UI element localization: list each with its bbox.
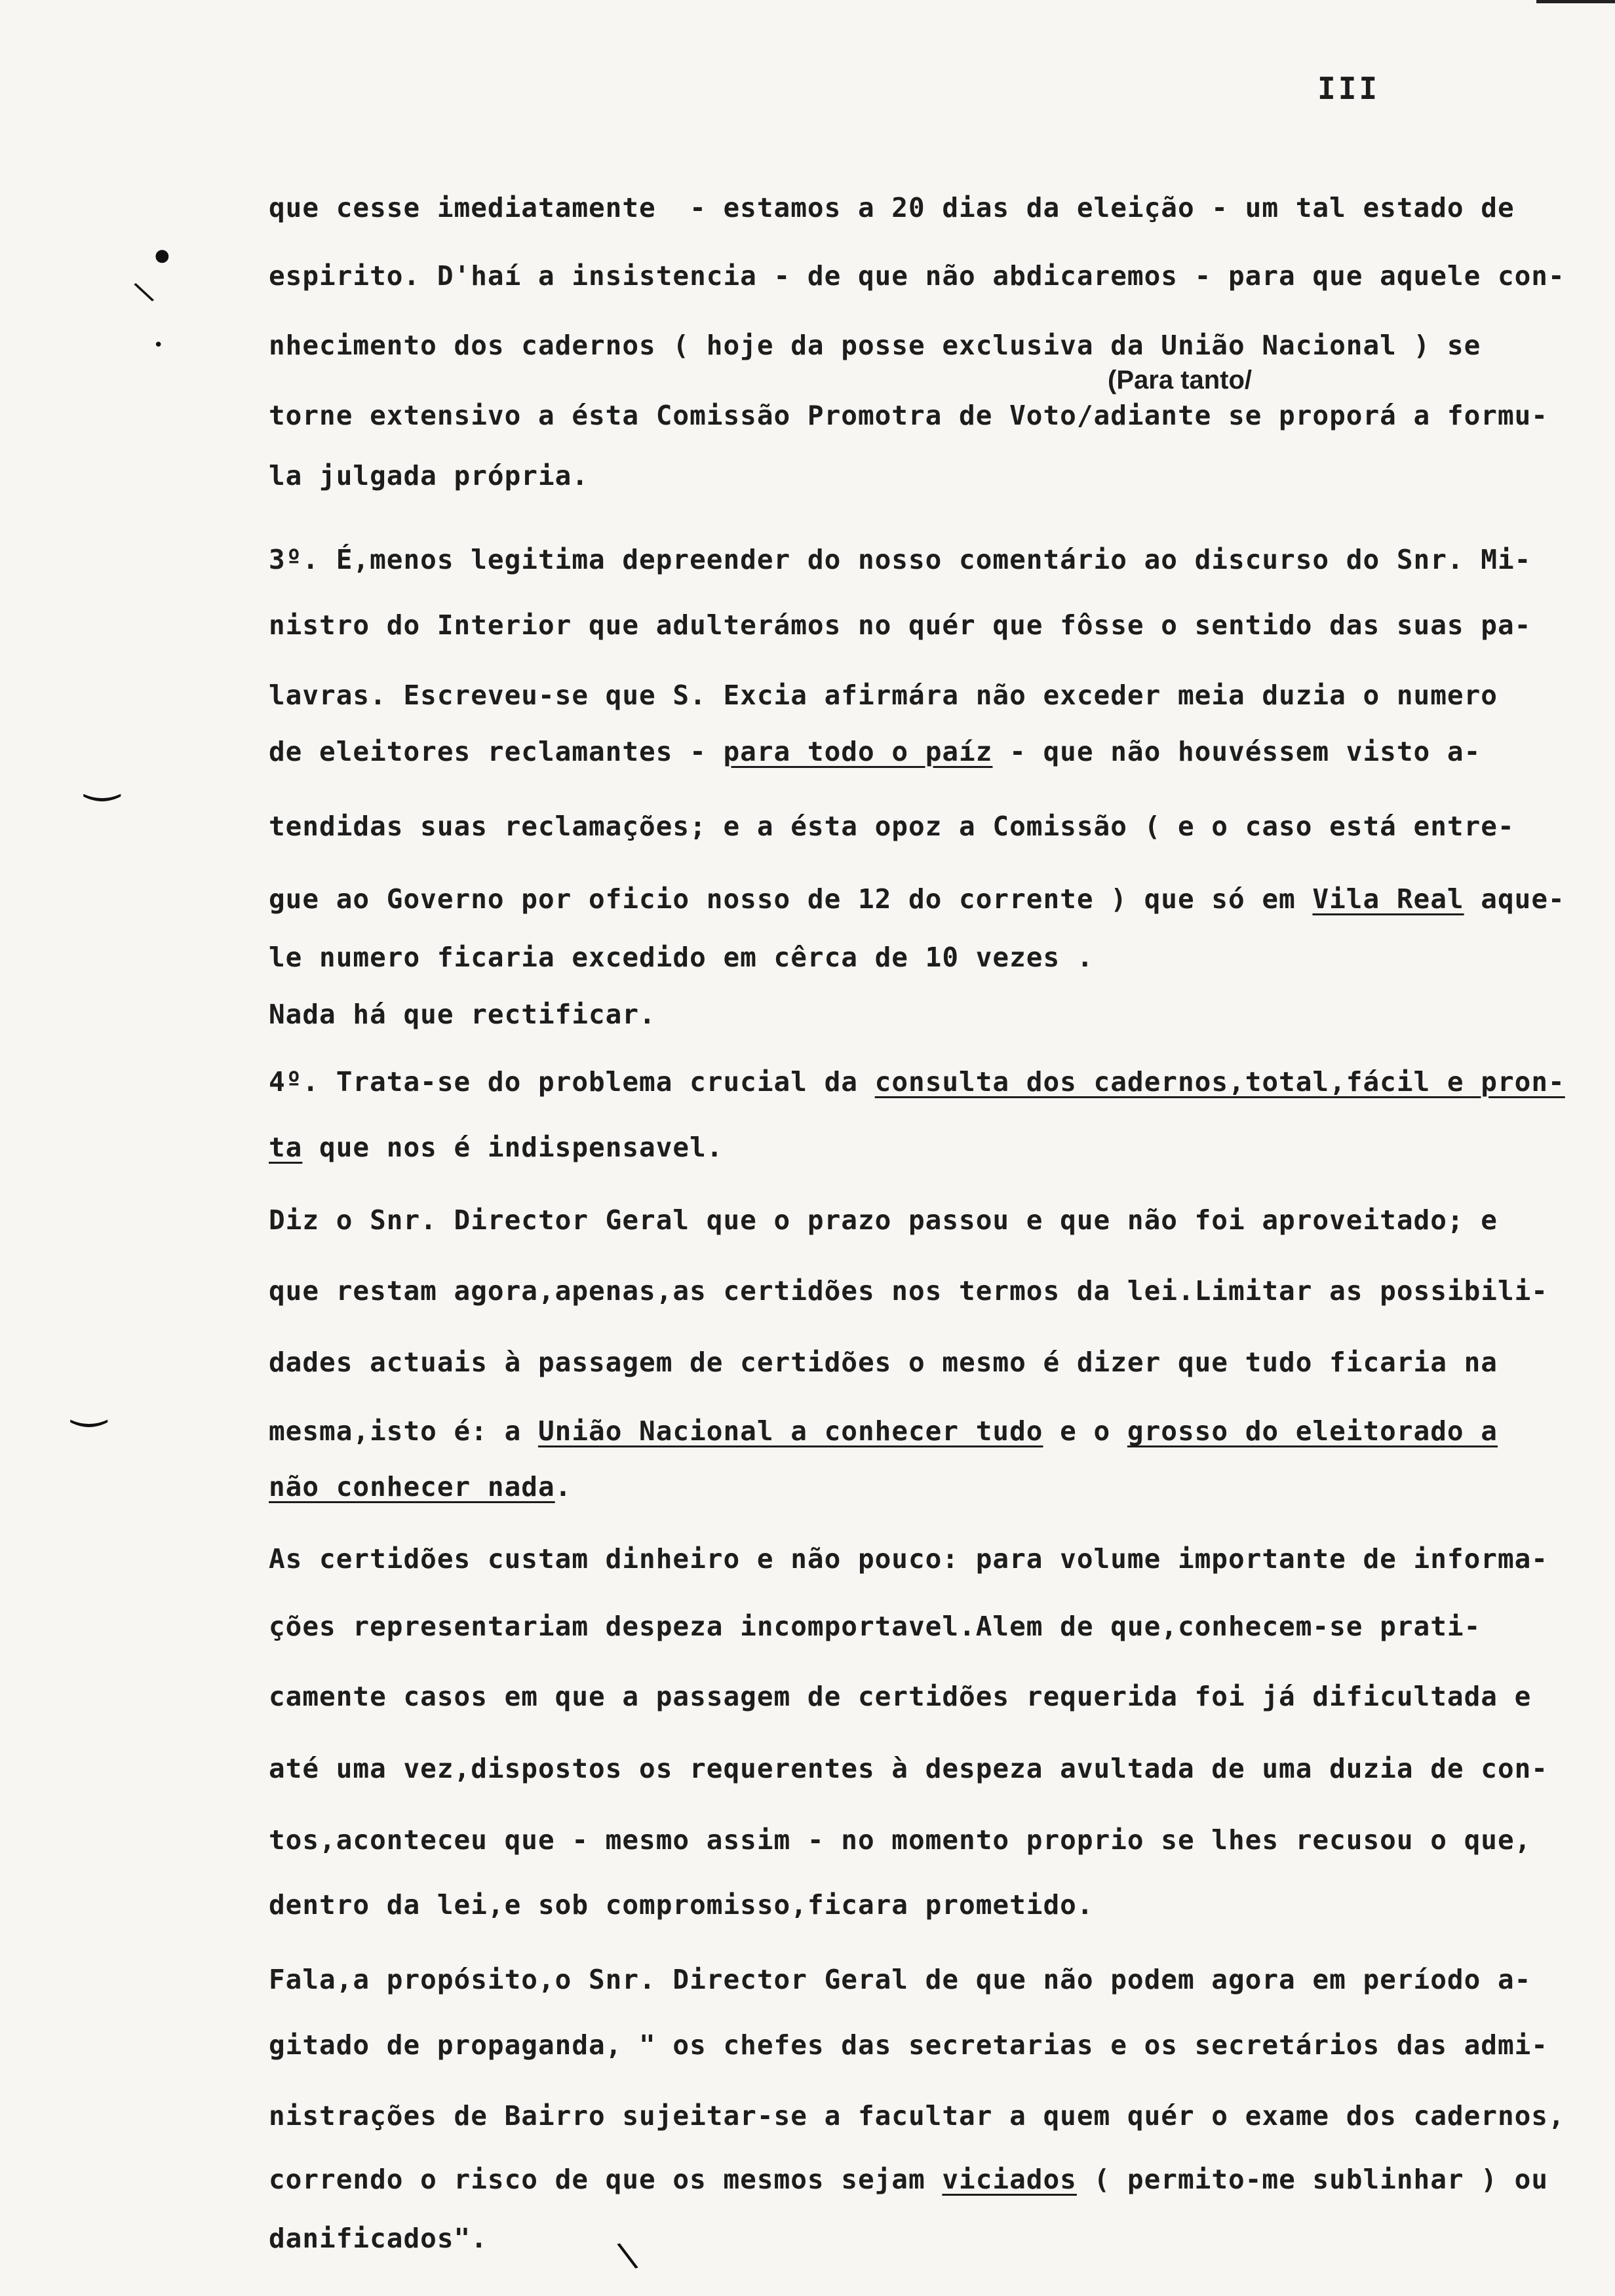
text-line: 4º. Trata-se do problema crucial da consulta dos cadernos,total,fácil e pron- (269, 1066, 1565, 1098)
text-line: camente casos em que a passagem de certidões requerida foi já dificultada e (269, 1681, 1532, 1712)
underlined-phrase: Vila Real (1312, 883, 1464, 915)
text-line: gue ao Governo por oficio nosso de 12 do corrente ) que só em Vila Real aque- (269, 883, 1565, 915)
text-line: nistro do Interior que adulterámos no quér que fôsse o sentido das suas pa- (269, 609, 1532, 641)
underlined-phrase: não conhecer nada (269, 1471, 555, 1502)
margin-curve-mark: ‿ (85, 754, 119, 802)
margin-dot-mark: ● (155, 246, 170, 265)
margin-curve-mark: ‿ (72, 1379, 106, 1428)
text-line: correndo o risco de que os mesmos sejam viciados ( permito-me sublinhar ) ou (269, 2164, 1549, 2195)
underlined-phrase: para todo o paíz (723, 736, 993, 767)
underlined-phrase: União Nacional a conhecer tudo (537, 1415, 1043, 1447)
underlined-phrase: consulta dos cadernos,total,fácil e pron- (874, 1066, 1565, 1098)
text-line: tos,aconteceu que - mesmo assim - no momento proprio se lhes recusou o que, (269, 1824, 1532, 1856)
text-line: danificados". (269, 2223, 488, 2254)
text-line: de eleitores reclamantes - para todo o paíz - que não houvéssem visto a- (269, 736, 1481, 767)
page-number: III (1317, 71, 1380, 106)
underlined-phrase: ta (269, 1132, 303, 1163)
text-line: que cesse imediatamente - estamos a 20 dias da eleição - um tal estado de (269, 192, 1515, 223)
text-line: gitado de propaganda, " os chefes das secretarias e os secretários das admi- (269, 2029, 1548, 2061)
text-line: até uma vez,dispostos os requerentes à despeza avultada de uma duzia de con- (269, 1753, 1548, 1784)
text-line: nistrações de Bairro sujeitar-se a facultar a quem quér o exame dos cadernos, (269, 2100, 1565, 2132)
text-line: torne extensivo a ésta Comissão Promotra de Voto/adiante se proporá a formu- (269, 400, 1548, 431)
text-line: lavras. Escreveu-se que S. Excia afirmára não exceder meia duzia o numero (269, 679, 1498, 711)
text-line: dentro da lei,e sob compromisso,ficara prometido. (269, 1889, 1094, 1921)
text-line: tendidas suas reclamações; e a ésta opoz a Comissão ( e o caso está entre- (269, 811, 1515, 842)
text-line: As certidões custam dinheiro e não pouco: para volume importante de informa- (269, 1543, 1548, 1575)
text-line: le numero ficaria excedido em cêrca de 10 vezes . (269, 942, 1094, 973)
text-line: ções representariam despeza incomportavel.Alem de que,conhecem-se prati- (269, 1611, 1481, 1642)
margin-tick-mark: \ (131, 275, 157, 309)
text-line: ta que nos é indispensavel. (269, 1132, 724, 1163)
text-line: Diz o Snr. Director Geral que o prazo passou e que não foi aproveitado; e (269, 1204, 1498, 1236)
text-line: espirito. D'haí a insistencia - de que não abdicaremos - para que aquele con- (269, 260, 1565, 292)
text-line: mesma,isto é: a União Nacional a conhecer tudo e o grosso do eleitorado a (269, 1415, 1498, 1447)
text-line: Nada há que rectificar. (269, 999, 656, 1030)
text-line: que restam agora,apenas,as certidões nos termos da lei.Limitar as possibili- (269, 1275, 1548, 1307)
handwritten-insertion: (Para tanto/ (1108, 366, 1253, 394)
text-line: dades actuais à passagem de certidões o mesmo é dizer que tudo ficaria na (269, 1347, 1498, 1378)
text-line: la julgada própria. (269, 460, 589, 491)
bottom-stroke-mark: \ (614, 2233, 640, 2277)
text-line: não conhecer nada. (269, 1471, 572, 1502)
text-line: 3º. É,menos legitima depreender do nosso comentário ao discurso do Snr. Mi- (269, 544, 1532, 575)
text-line: nhecimento dos cadernos ( hoje da posse exclusiva da União Nacional ) se (269, 330, 1481, 361)
underlined-phrase: viciados (942, 2164, 1077, 2195)
underlined-phrase: grosso do eleitorado a (1127, 1415, 1498, 1447)
text-line: Fala,a propósito,o Snr. Director Geral de que não podem agora em período a- (269, 1964, 1532, 1995)
top-rule (1536, 0, 1615, 3)
margin-dot-mark: • (153, 335, 164, 355)
